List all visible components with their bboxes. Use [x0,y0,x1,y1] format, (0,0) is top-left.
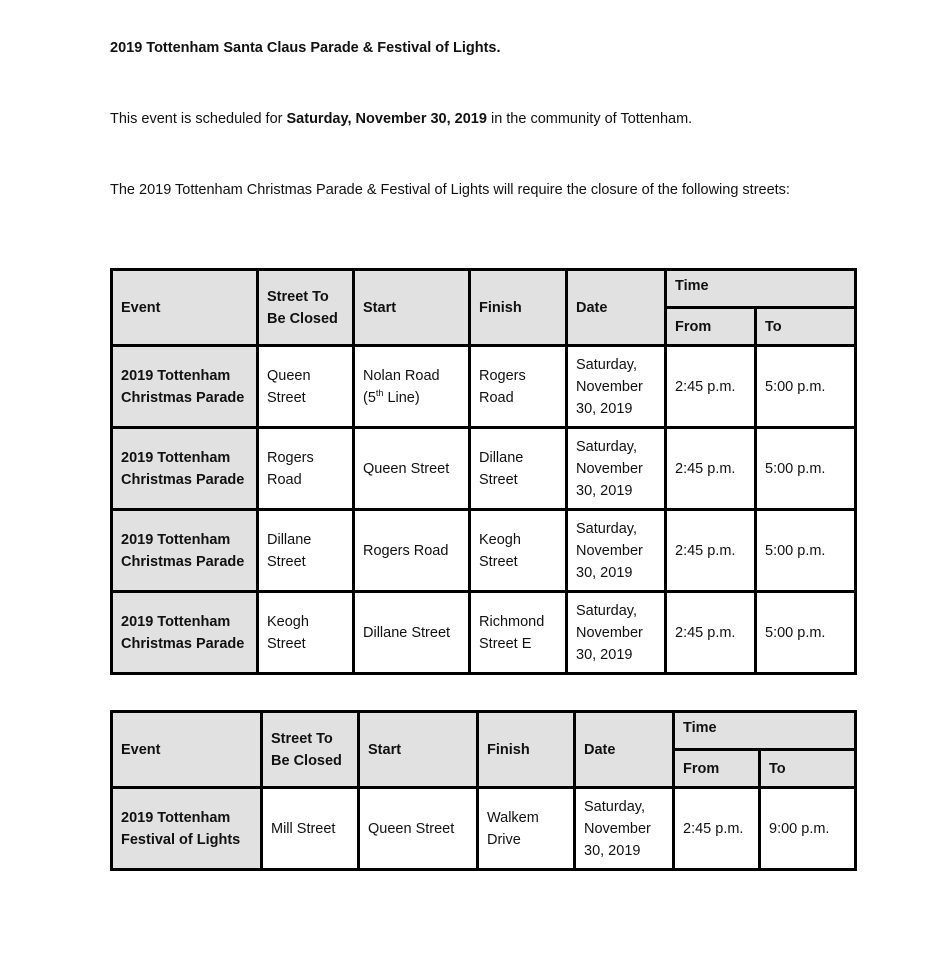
header-date: Date [575,712,674,788]
finish-cell [470,592,567,674]
document-title: 2019 Tottenham Santa Claus Parade & Festival of Lights. [110,40,501,56]
from-cell: 2:45 p.m. [666,510,756,592]
header-start: Start [354,270,470,346]
finish-cell [470,510,567,592]
event-cell [112,346,258,428]
date-cell [567,428,666,510]
event-cell [112,510,258,592]
date-line1: Saturday, [576,356,637,373]
event-line1: 2019 Tottenham [121,531,231,548]
table-row [112,592,856,674]
header-finish: Finish [470,270,567,346]
to-cell: 5:00 p.m. [756,510,856,592]
date-cell [567,592,666,674]
finish-line2: Street E [479,635,532,652]
table-row [112,346,856,428]
header-from: From [666,308,756,346]
finish-line2: Drive [487,831,521,848]
date-line2: November [584,820,651,837]
header-time: Time [666,270,856,308]
start-cell: Rogers Road [354,510,470,592]
date-cell [567,346,666,428]
street-line2: Road [267,471,302,488]
finish-line1: Dillane [479,449,524,466]
parade-closures-table [110,268,857,675]
date-line2: November [576,542,643,559]
to-cell: 5:00 p.m. [756,346,856,428]
event-line2: Christmas Parade [121,471,245,488]
header-time: Time [674,712,856,750]
finish-line2: Road [479,389,514,406]
date-line1: Saturday, [576,602,637,619]
date-line2: November [576,378,643,395]
finish-line1: Walkem [487,809,539,826]
event-line1: 2019 Tottenham [121,613,231,630]
start-cell [354,346,470,428]
header-finish: Finish [478,712,575,788]
finish-line2: Street [479,471,518,488]
finish-line1: Keogh [479,531,521,548]
date-cell [575,788,674,870]
start-line1: Nolan Road [363,367,440,384]
closure-paragraph: The 2019 Tottenham Christmas Parade & Festival of Lights will require the closure of the following streets: [110,182,790,198]
from-cell: 2:45 p.m. [666,592,756,674]
table-row [112,428,856,510]
from-cell: 2:45 p.m. [674,788,760,870]
street-line1: Keogh [267,613,309,630]
table-header-row [112,712,856,750]
street-line2: Street [267,553,306,570]
finish-line1: Rogers [479,367,526,384]
header-event: Event [112,712,262,788]
event-line1: 2019 Tottenham [121,809,231,826]
from-cell: 2:45 p.m. [666,428,756,510]
event-line1: 2019 Tottenham [121,367,231,384]
event-date-paragraph [110,111,692,127]
header-street-line2: Be Closed [271,752,342,769]
event-line2: Christmas Parade [121,389,245,406]
street-cell [258,592,354,674]
header-to: To [760,750,856,788]
header-street [262,712,359,788]
header-date: Date [567,270,666,346]
event-line2: Christmas Parade [121,553,245,570]
street-line2: Street [267,389,306,406]
street-line1: Queen [267,367,311,384]
event-line2: Christmas Parade [121,635,245,652]
header-to: To [756,308,856,346]
event-line2: Festival of Lights [121,831,241,848]
date-line3: 30, 2019 [576,646,633,663]
event-cell [112,428,258,510]
date-line3: 30, 2019 [576,400,633,417]
header-street-line1: Street To [271,730,333,747]
header-start: Start [359,712,478,788]
event-cell [112,592,258,674]
finish-line1: Richmond [479,613,545,630]
start-cell: Queen Street [359,788,478,870]
header-street-line1: Street To [267,288,329,305]
date-line3: 30, 2019 [576,564,633,581]
finish-cell [470,428,567,510]
table-header-row [112,270,856,308]
event-cell [112,788,262,870]
street-cell [258,510,354,592]
from-cell: 2:45 p.m. [666,346,756,428]
header-event: Event [112,270,258,346]
street-cell [258,346,354,428]
to-cell: 5:00 p.m. [756,428,856,510]
date-line1: Saturday, [576,520,637,537]
intro-suffix: in the community of Tottenham. [486,111,693,127]
start-cell: Dillane Street [354,592,470,674]
ordinal-superscript: th [375,387,384,398]
table-row [112,788,856,870]
finish-cell [470,346,567,428]
start-line2: (5 [363,389,376,406]
date-line3: 30, 2019 [576,482,633,499]
header-from: From [674,750,760,788]
header-street [258,270,354,346]
date-line3: 30, 2019 [584,842,641,859]
to-cell: 5:00 p.m. [756,592,856,674]
finish-cell [478,788,575,870]
street-cell [258,428,354,510]
start-line2-end: Line) [383,389,420,406]
street-line1: Dillane [267,531,312,548]
street-line2: Street [267,635,306,652]
intro-prefix: This event is scheduled for [110,111,287,127]
date-cell [567,510,666,592]
date-line1: Saturday, [576,438,637,455]
date-line1: Saturday, [584,798,645,815]
festival-closures-table [110,710,857,871]
date-line2: November [576,460,643,477]
street-line1: Rogers [267,449,314,466]
to-cell: 9:00 p.m. [760,788,856,870]
street-cell: Mill Street [262,788,359,870]
event-date: Saturday, November 30, 2019 [286,111,487,127]
date-line2: November [576,624,643,641]
start-cell: Queen Street [354,428,470,510]
header-street-line2: Be Closed [267,310,338,327]
table-row [112,510,856,592]
event-line1: 2019 Tottenham [121,449,231,466]
finish-line2: Street [479,553,518,570]
